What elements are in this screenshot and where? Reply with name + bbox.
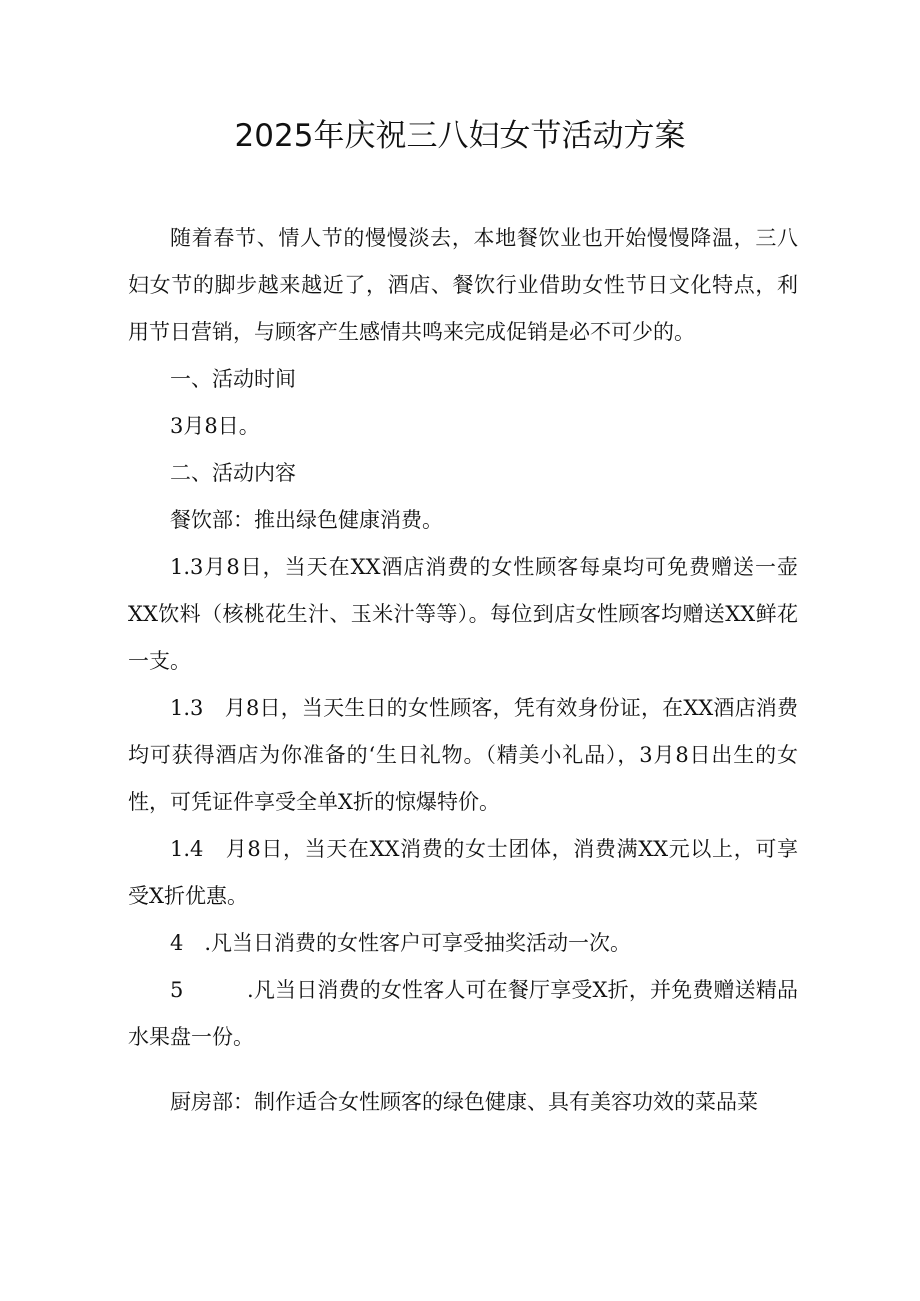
document-title: 2025年庆祝三八妇女节活动方案: [234, 118, 686, 154]
item-4-paragraph: 4 .凡当日消费的女性客户可享受抽奖活动一次。: [170, 931, 632, 955]
paragraph-gap: [128, 1061, 798, 1079]
item-1-paragraph: 1.3月8日，当天在XX酒店消费的女性顾客每桌均可免费赠送一壶XX饮料（核桃花生汁、玉米汁等等）。每位到店女性顾客均赠送XX鲜花一支。: [128, 555, 798, 673]
activity-date: 3月8日。: [170, 414, 260, 438]
item-5-paragraph: 5 .凡当日消费的女性客人可在餐厅享受X折，并免费赠送精品水果盘一份。: [128, 978, 798, 1049]
intro-paragraph: 随着春节、情人节的慢慢淡去，本地餐饮业也开始慢慢降温，三八妇女节的脚步越来越近了，酒店、餐饮行业借助女性节日文化特点，利用节日营销，与顾客产生感情共鸣来完成促销是必不可少的。: [128, 226, 798, 344]
section-heading-time: 一、活动时间: [170, 367, 296, 391]
kitchen-dept-paragraph: 厨房部：制作适合女性顾客的绿色健康、具有美容功效的菜品菜: [170, 1090, 758, 1114]
item-3-paragraph: 1.4 月8日，当天在XX消费的女士团体，消费满XX元以上，可享受X折优惠。: [128, 837, 798, 908]
item-2-paragraph: 1.3 月8日，当天生日的女性顾客，凭有效身份证，在XX酒店消费均可获得酒店为你准备的‘生日礼物。（精美小礼品），3月8日出生的女性，可凭证件享受全单X折的惊爆特价。: [128, 696, 798, 814]
document-body: [128, 215, 798, 1126]
section-heading-content: 二、活动内容: [170, 461, 296, 485]
dining-dept-paragraph: 餐饮部：推出绿色健康消费。: [170, 508, 443, 532]
